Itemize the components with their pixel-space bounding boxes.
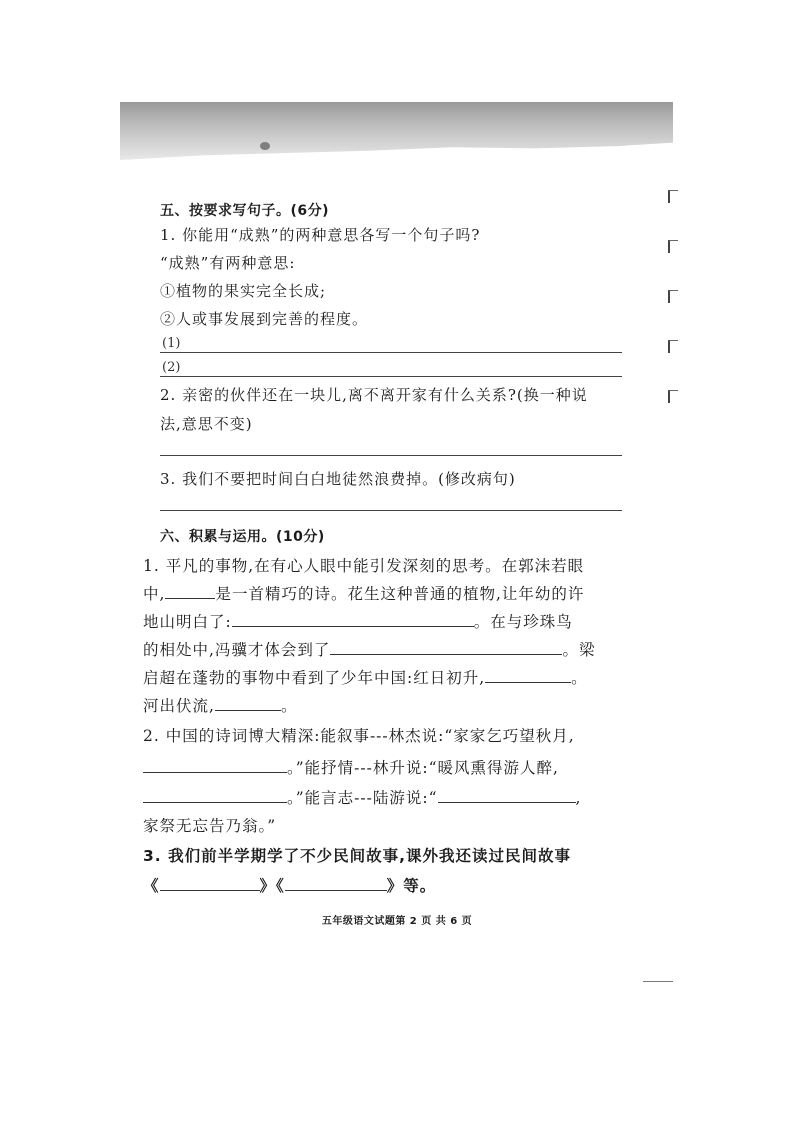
q1-l6-text-b: 。 [280, 697, 298, 715]
q1-l2-text-b: 是一首精巧的诗。花生这种普通的植物,让年幼的许 [215, 585, 585, 603]
answer-line-3[interactable] [160, 455, 622, 456]
q3-mid-bracket: 》《 [259, 877, 285, 895]
section5-q1-meaning1: ①植物的果实完全长成; [160, 282, 327, 300]
blank-shier[interactable] [438, 786, 576, 803]
blank-tilinan[interactable] [143, 786, 287, 803]
section6-q2-line3 [143, 786, 581, 808]
section6-q1-line4 [143, 638, 595, 660]
section6-q1-line6 [143, 694, 297, 716]
section5-q1-meaning2: ②人或事发展到完善的程度。 [160, 310, 369, 328]
blank-xu-dishan[interactable] [232, 610, 474, 627]
section6-q1-line1: 1. 平凡的事物,在有心人眼中能引发深刻的思考。在郭沫若眼 [143, 557, 585, 575]
q3-close-bracket: 》等。 [386, 877, 437, 895]
section5-q1: 1. 你能用“成熟”的两种意思各写一个句子吗? [160, 226, 481, 244]
q1-l2-text-a: 中, [143, 585, 166, 603]
section6-q3-line1: 3. 我们前半学期学了不少民间故事,课外我还读过民间故事 [143, 847, 571, 865]
blank-folktale-2[interactable] [285, 874, 387, 891]
blank-shaonian-2[interactable] [215, 694, 281, 711]
blank-folktale-1[interactable] [160, 874, 260, 891]
answer-label-1: (1) [162, 336, 181, 351]
section5-q3: 3. 我们不要把时间白白地徒然浪费掉。(修改病句) [160, 470, 516, 488]
section6-title: 六、积累与运用。(10分) [160, 529, 325, 545]
q3-open-bracket: 《 [143, 877, 160, 895]
section6-q2-line2 [143, 756, 559, 778]
q2-l3-text: 。”能言志---陆游说:“ [287, 789, 438, 807]
q1-l4-text-a: 的相处中,冯骥才体会到了 [143, 641, 331, 659]
answer-line-1[interactable] [160, 352, 622, 353]
section6-q2-line4: 家祭无忘告乃翁。” [143, 817, 277, 835]
q1-l3-text-a: 地山明白了: [143, 613, 232, 631]
q1-l3-text-b: 。在与珍珠鸟 [473, 613, 573, 631]
section5-title: 五、按要求写句子。(6分) [160, 203, 330, 219]
section6-q1-line3 [143, 610, 573, 632]
blank-feng-jicai[interactable] [330, 638, 562, 655]
answer-line-2[interactable] [160, 376, 622, 377]
blank-shaonian-1[interactable] [485, 666, 571, 683]
answer-label-2: (2) [162, 360, 181, 375]
q2-l2-text: 。”能抒情---林升说:“暖风熏得游人醉, [287, 759, 559, 777]
section6-q3-line2 [143, 874, 436, 896]
q1-l6-text-a: 河出伏流, [143, 697, 215, 715]
q1-l5-text-a: 启超在蓬勃的事物中看到了少年中国:红日初升, [143, 669, 486, 687]
page-footer: 五年级语文试题第 2 页 共 6 页 [321, 916, 473, 927]
q1-l5-text-b: 。 [571, 669, 588, 687]
section5-q1-intro: “成熟”有两种意思: [160, 254, 296, 272]
blank-qiqiao[interactable] [143, 756, 287, 773]
section6-q1-line2 [143, 582, 584, 604]
section5-q2-line1: 2. 亲密的伙伴还在一块儿,离不离开家有什么关系?(换一种说 [160, 386, 588, 404]
section5-q2-line2: 法,意思不变) [160, 415, 253, 433]
section6-q2-line1: 2. 中国的诗词博大精深:能叙事---林杰说:“家家乞巧望秋月, [143, 727, 575, 745]
q2-l3-comma: , [575, 789, 582, 807]
q1-l4-text-b: 。梁 [562, 641, 596, 659]
blank-guo-moruo[interactable] [165, 582, 215, 599]
section6-q1-line5 [143, 666, 588, 688]
answer-line-4[interactable] [160, 510, 622, 511]
